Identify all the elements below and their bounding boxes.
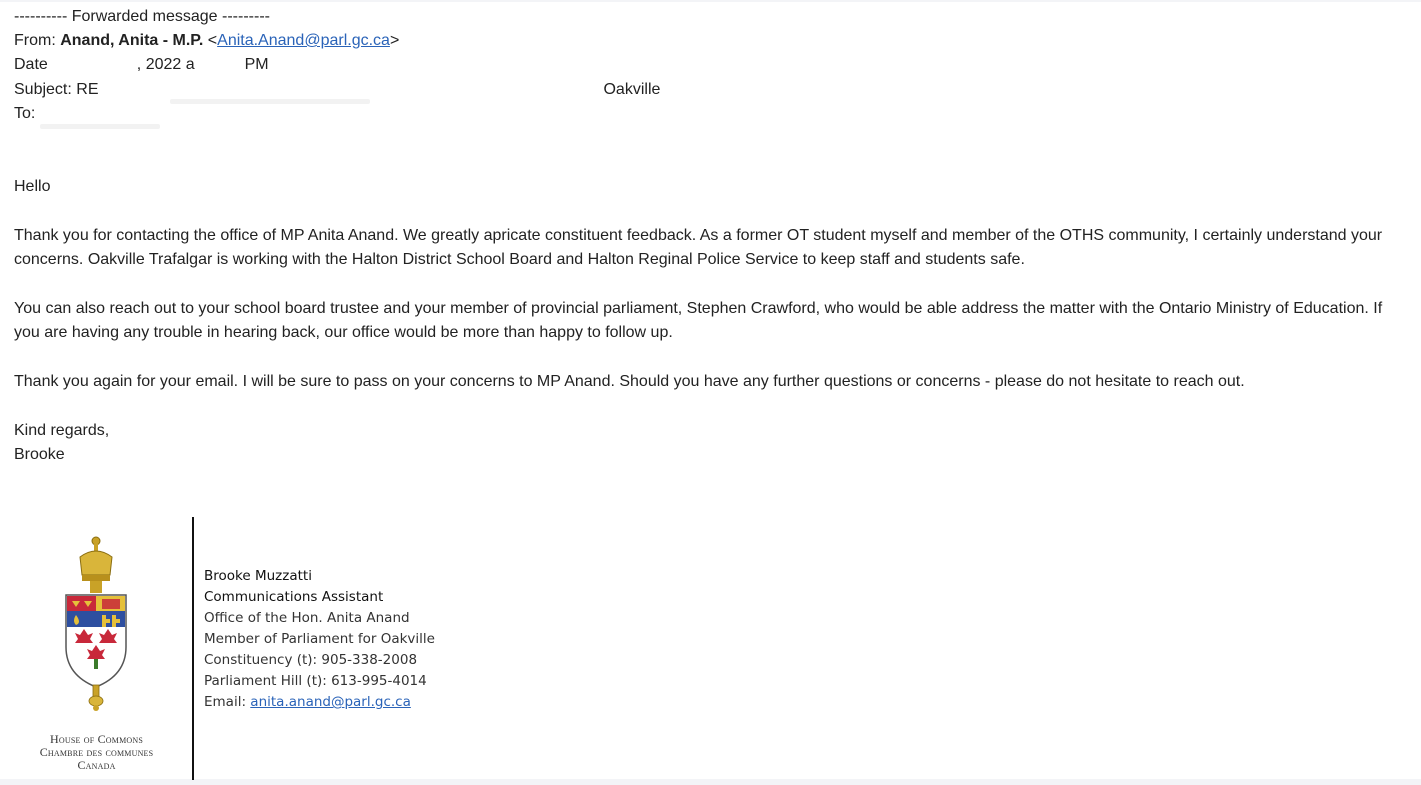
signoff-name: Brooke — [14, 446, 65, 463]
redacted-block — [48, 56, 137, 74]
date-line — [14, 55, 269, 75]
redaction-smudge — [40, 124, 160, 129]
signature-divider — [192, 517, 194, 780]
email-message — [0, 2, 1421, 779]
signature-name: Brooke Muzzatti — [204, 568, 312, 584]
from-line — [14, 31, 399, 51]
date-label: Date — [14, 56, 48, 73]
body-paragraph: Thank you again for your email. I will be sure to pass on your concerns to MP Anand. Should you have any further questions or concerns - please do not hesitate to reach out. — [14, 373, 1245, 390]
house-of-commons-logo — [14, 535, 179, 772]
date-time-fragment: PM — [244, 56, 269, 73]
greeting: Hello — [14, 178, 51, 195]
email-label: Email: — [204, 694, 251, 710]
logo-line-french: Chambre des communes — [39, 745, 154, 759]
sender-email-link[interactable]: Anita.Anand@parl.gc.ca — [217, 32, 390, 49]
subject-line — [14, 80, 660, 100]
sender-name: Anand, Anita - M.P. — [60, 32, 204, 49]
email-signature — [0, 515, 800, 780]
signature-email-line — [204, 692, 435, 713]
house-of-commons-wordmark — [14, 733, 179, 772]
subject-tail: Oakville — [603, 81, 661, 98]
closing-block — [14, 419, 1410, 467]
forwarded-header: ---------- Forwarded message --------- — [14, 8, 270, 25]
from-label: From: — [14, 32, 61, 49]
redacted-block — [98, 81, 603, 99]
body-paragraph: Thank you for contacting the office of MP Anita Anand. We greatly apricate constituent feedback. As a former OT student myself and member of the OTHS community, I certainly understand your concerns. Oakville Trafalgar is working with the Halton District School Board and Halton Reginal Police Service to keep staff and students safe. — [14, 227, 1383, 268]
signature-title: Communications Assistant — [204, 589, 384, 605]
email-close-bracket: > — [389, 32, 400, 49]
email-open-bracket: < — [203, 32, 218, 49]
to-line — [14, 104, 295, 124]
to-label: To: — [14, 105, 36, 122]
redacted-block — [35, 105, 295, 123]
subject-label: Subject: RE — [14, 81, 99, 98]
date-fragment: , 2022 a — [136, 56, 195, 73]
constituency-phone: Constituency (t): 905-338-2008 — [204, 652, 418, 668]
signature-details — [204, 566, 435, 713]
redacted-block — [195, 56, 245, 74]
closing-text: Kind regards, — [14, 422, 110, 439]
parliament-hill-phone: Parliament Hill (t): 613-995-4014 — [204, 673, 427, 689]
logo-line-country: Canada — [77, 758, 116, 772]
signature-office: Office of the Hon. Anita Anand — [204, 610, 410, 626]
crest-icon — [50, 535, 142, 711]
body-paragraph: You can also reach out to your school board trustee and your member of provincial parliament, Stephen Crawford, who would be able address the matter with the Ontario Ministry of Education. If you are having any trouble in hearing back, our office would be more than happy to follow up. — [14, 300, 1383, 341]
signature-email-link[interactable]: anita.anand@parl.gc.ca — [250, 694, 411, 710]
logo-line-english: House of Commons — [50, 732, 143, 746]
signature-role: Member of Parliament for Oakville — [204, 631, 435, 647]
